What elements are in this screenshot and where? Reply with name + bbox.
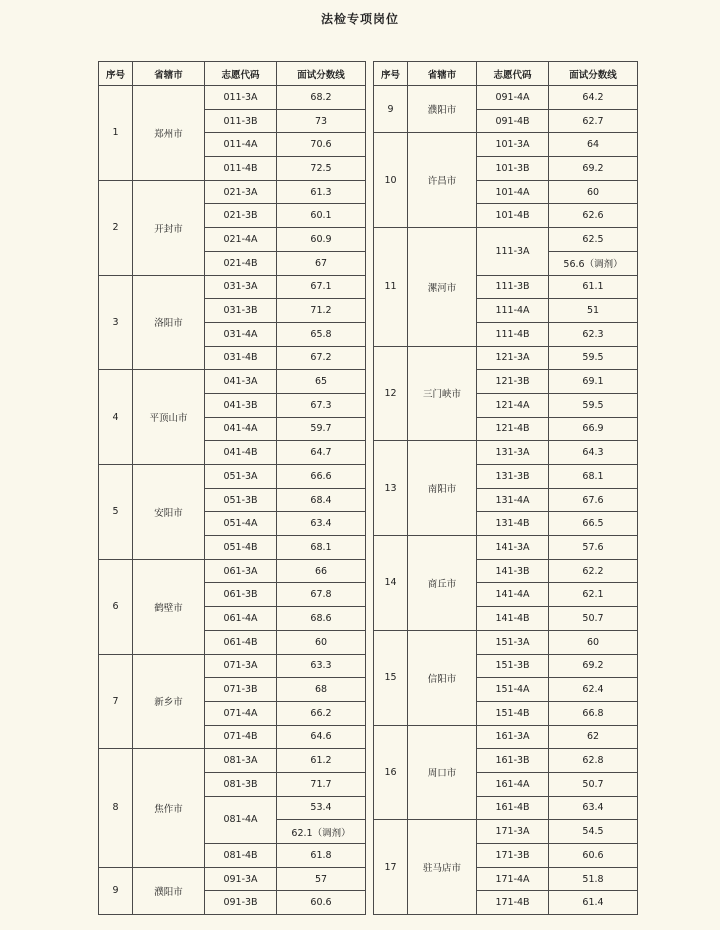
row-index: 14 xyxy=(374,536,408,631)
volunteer-code: 111-4A xyxy=(477,299,549,323)
header-city: 省辖市 xyxy=(133,62,205,86)
row-index: 12 xyxy=(374,346,408,441)
volunteer-code: 061-4A xyxy=(205,607,277,631)
volunteer-code: 141-4A xyxy=(477,583,549,607)
volunteer-code: 111-3B xyxy=(477,275,549,299)
row-index: 16 xyxy=(374,725,408,820)
city-name: 商丘市 xyxy=(408,536,477,631)
volunteer-code: 061-3B xyxy=(205,583,277,607)
volunteer-code: 101-4B xyxy=(477,204,549,228)
interview-score: 66.5 xyxy=(549,512,638,536)
volunteer-code: 151-3B xyxy=(477,654,549,678)
volunteer-code: 131-3B xyxy=(477,465,549,489)
interview-score: 61.8 xyxy=(277,844,366,868)
interview-score: 65.8 xyxy=(277,322,366,346)
volunteer-code: 041-3A xyxy=(205,370,277,394)
interview-score: 67.1 xyxy=(277,275,366,299)
interview-score: 59.7 xyxy=(277,417,366,441)
volunteer-code: 161-3A xyxy=(477,725,549,749)
header-row xyxy=(99,62,366,86)
row-index: 9 xyxy=(99,867,133,914)
table-row xyxy=(99,86,366,110)
volunteer-code: 071-4A xyxy=(205,701,277,725)
volunteer-code: 051-3B xyxy=(205,488,277,512)
header-score: 面试分数线 xyxy=(549,62,638,86)
table-row xyxy=(99,465,366,489)
volunteer-code: 141-3B xyxy=(477,559,549,583)
interview-score: 50.7 xyxy=(549,772,638,796)
city-name: 郑州市 xyxy=(133,86,205,181)
table-row xyxy=(374,228,638,252)
table-row xyxy=(99,559,366,583)
interview-score: 61.4 xyxy=(549,891,638,915)
city-name: 濮阳市 xyxy=(133,867,205,914)
volunteer-code: 091-3A xyxy=(205,867,277,891)
city-name: 周口市 xyxy=(408,725,477,820)
interview-score: 62.2 xyxy=(549,559,638,583)
table-row xyxy=(374,441,638,465)
volunteer-code: 021-4A xyxy=(205,228,277,252)
header-code: 志愿代码 xyxy=(205,62,277,86)
table-row xyxy=(99,654,366,678)
interview-score: 73 xyxy=(277,109,366,133)
interview-score: 62.6 xyxy=(549,204,638,228)
city-name: 三门峡市 xyxy=(408,346,477,441)
volunteer-code: 081-3B xyxy=(205,772,277,796)
row-index: 6 xyxy=(99,559,133,654)
city-name: 驻马店市 xyxy=(408,820,477,915)
interview-score: 64.3 xyxy=(549,441,638,465)
interview-score: 72.5 xyxy=(277,157,366,181)
header-city: 省辖市 xyxy=(408,62,477,86)
volunteer-code: 121-3B xyxy=(477,370,549,394)
interview-score: 66 xyxy=(277,559,366,583)
interview-score: 60 xyxy=(549,630,638,654)
interview-score: 64 xyxy=(549,133,638,157)
row-index: 9 xyxy=(374,86,408,133)
page-title: 法检专项岗位 xyxy=(320,12,399,26)
interview-score: 68.1 xyxy=(277,536,366,560)
volunteer-code: 071-3B xyxy=(205,678,277,702)
interview-score: 70.6 xyxy=(277,133,366,157)
interview-score: 60 xyxy=(549,180,638,204)
city-name: 安阳市 xyxy=(133,465,205,560)
volunteer-code: 141-3A xyxy=(477,536,549,560)
volunteer-code: 081-4B xyxy=(205,844,277,868)
row-index: 11 xyxy=(374,228,408,346)
volunteer-code: 091-4A xyxy=(477,86,549,110)
volunteer-code: 121-4B xyxy=(477,417,549,441)
volunteer-code: 091-3B xyxy=(205,891,277,915)
header-code: 志愿代码 xyxy=(477,62,549,86)
table-row xyxy=(374,536,638,560)
interview-score: 63.4 xyxy=(277,512,366,536)
row-index: 15 xyxy=(374,630,408,725)
table-row xyxy=(374,820,638,844)
row-index: 13 xyxy=(374,441,408,536)
table-row xyxy=(374,630,638,654)
interview-score: 50.7 xyxy=(549,607,638,631)
volunteer-code: 161-3B xyxy=(477,749,549,773)
table-row xyxy=(374,86,638,110)
table-row xyxy=(374,346,638,370)
interview-score: 64.7 xyxy=(277,441,366,465)
interview-score: 68.1 xyxy=(549,465,638,489)
interview-score: 59.5 xyxy=(549,346,638,370)
row-index: 10 xyxy=(374,133,408,228)
interview-score: 68 xyxy=(277,678,366,702)
row-index: 1 xyxy=(99,86,133,181)
interview-score: 51 xyxy=(549,299,638,323)
interview-score: 67.3 xyxy=(277,393,366,417)
volunteer-code: 171-4B xyxy=(477,891,549,915)
interview-score: 66.9 xyxy=(549,417,638,441)
volunteer-code: 121-3A xyxy=(477,346,549,370)
interview-score: 63.3 xyxy=(277,654,366,678)
interview-score: 67.8 xyxy=(277,583,366,607)
row-index: 2 xyxy=(99,180,133,275)
volunteer-code: 141-4B xyxy=(477,607,549,631)
interview-score: 61.3 xyxy=(277,180,366,204)
header-index: 序号 xyxy=(99,62,133,86)
table-row xyxy=(99,749,366,773)
row-index: 17 xyxy=(374,820,408,915)
city-name: 新乡市 xyxy=(133,654,205,749)
city-name: 漯河市 xyxy=(408,228,477,346)
volunteer-code: 041-4B xyxy=(205,441,277,465)
city-name: 焦作市 xyxy=(133,749,205,867)
volunteer-code: 021-4B xyxy=(205,251,277,275)
header-row xyxy=(374,62,638,86)
interview-score: 69.1 xyxy=(549,370,638,394)
table-row xyxy=(374,725,638,749)
volunteer-code: 151-4A xyxy=(477,678,549,702)
volunteer-code: 131-3A xyxy=(477,441,549,465)
volunteer-code: 041-3B xyxy=(205,393,277,417)
row-index: 3 xyxy=(99,275,133,370)
interview-score: 71.2 xyxy=(277,299,366,323)
volunteer-code: 031-4B xyxy=(205,346,277,370)
table-row xyxy=(99,275,366,299)
header-index: 序号 xyxy=(374,62,408,86)
interview-score: 62.5 xyxy=(549,228,638,252)
interview-score: 57.6 xyxy=(549,536,638,560)
interview-score: 63.4 xyxy=(549,796,638,820)
interview-score: 60.9 xyxy=(277,228,366,252)
volunteer-code: 111-4B xyxy=(477,322,549,346)
table-row xyxy=(99,370,366,394)
header-score: 面试分数线 xyxy=(277,62,366,86)
volunteer-code: 101-3B xyxy=(477,157,549,181)
score-table-left xyxy=(98,61,366,915)
interview-score: 57 xyxy=(277,867,366,891)
interview-score: 59.5 xyxy=(549,393,638,417)
interview-score: 66.6 xyxy=(277,465,366,489)
volunteer-code: 101-4A xyxy=(477,180,549,204)
interview-score: 64.6 xyxy=(277,725,366,749)
interview-score: 60 xyxy=(277,630,366,654)
interview-score: 60.6 xyxy=(277,891,366,915)
interview-score: 51.8 xyxy=(549,867,638,891)
table-row xyxy=(374,133,638,157)
city-name: 信阳市 xyxy=(408,630,477,725)
city-name: 洛阳市 xyxy=(133,275,205,370)
row-index: 4 xyxy=(99,370,133,465)
interview-score: 66.8 xyxy=(549,701,638,725)
interview-score: 71.7 xyxy=(277,772,366,796)
city-name: 南阳市 xyxy=(408,441,477,536)
volunteer-code: 081-4A xyxy=(205,796,277,843)
volunteer-code: 171-3B xyxy=(477,844,549,868)
volunteer-code: 171-4A xyxy=(477,867,549,891)
row-index: 7 xyxy=(99,654,133,749)
interview-score: 66.2 xyxy=(277,701,366,725)
interview-score: 69.2 xyxy=(549,157,638,181)
interview-score: 67.6 xyxy=(549,488,638,512)
interview-score: 56.6（调剂） xyxy=(549,251,638,275)
volunteer-code: 031-4A xyxy=(205,322,277,346)
city-name: 开封市 xyxy=(133,180,205,275)
volunteer-code: 011-3A xyxy=(205,86,277,110)
interview-score: 60.1 xyxy=(277,204,366,228)
volunteer-code: 101-3A xyxy=(477,133,549,157)
interview-score: 62.3 xyxy=(549,322,638,346)
city-name: 鹤壁市 xyxy=(133,559,205,654)
interview-score: 69.2 xyxy=(549,654,638,678)
volunteer-code: 151-3A xyxy=(477,630,549,654)
row-index: 8 xyxy=(99,749,133,867)
interview-score: 61.2 xyxy=(277,749,366,773)
volunteer-code: 091-4B xyxy=(477,109,549,133)
volunteer-code: 051-4A xyxy=(205,512,277,536)
interview-score: 62.8 xyxy=(549,749,638,773)
interview-score: 68.2 xyxy=(277,86,366,110)
volunteer-code: 131-4B xyxy=(477,512,549,536)
volunteer-code: 151-4B xyxy=(477,701,549,725)
interview-score: 62.1（调剂） xyxy=(277,820,366,844)
city-name: 平顶山市 xyxy=(133,370,205,465)
volunteer-code: 051-3A xyxy=(205,465,277,489)
volunteer-code: 021-3B xyxy=(205,204,277,228)
interview-score: 64.2 xyxy=(549,86,638,110)
interview-score: 62 xyxy=(549,725,638,749)
interview-score: 62.7 xyxy=(549,109,638,133)
score-table-right xyxy=(373,61,638,915)
volunteer-code: 041-4A xyxy=(205,417,277,441)
volunteer-code: 131-4A xyxy=(477,488,549,512)
volunteer-code: 161-4B xyxy=(477,796,549,820)
volunteer-code: 011-4B xyxy=(205,157,277,181)
table-row xyxy=(99,867,366,891)
table-row xyxy=(99,180,366,204)
interview-score: 68.6 xyxy=(277,607,366,631)
volunteer-code: 111-3A xyxy=(477,228,549,275)
volunteer-code: 021-3A xyxy=(205,180,277,204)
volunteer-code: 061-3A xyxy=(205,559,277,583)
interview-score: 62.1 xyxy=(549,583,638,607)
interview-score: 68.4 xyxy=(277,488,366,512)
interview-score: 60.6 xyxy=(549,844,638,868)
volunteer-code: 011-4A xyxy=(205,133,277,157)
volunteer-code: 071-4B xyxy=(205,725,277,749)
row-index: 5 xyxy=(99,465,133,560)
volunteer-code: 161-4A xyxy=(477,772,549,796)
volunteer-code: 121-4A xyxy=(477,393,549,417)
interview-score: 67 xyxy=(277,251,366,275)
interview-score: 67.2 xyxy=(277,346,366,370)
volunteer-code: 051-4B xyxy=(205,536,277,560)
interview-score: 53.4 xyxy=(277,796,366,820)
interview-score: 54.5 xyxy=(549,820,638,844)
city-name: 许昌市 xyxy=(408,133,477,228)
volunteer-code: 171-3A xyxy=(477,820,549,844)
city-name: 濮阳市 xyxy=(408,86,477,133)
volunteer-code: 031-3A xyxy=(205,275,277,299)
volunteer-code: 031-3B xyxy=(205,299,277,323)
interview-score: 61.1 xyxy=(549,275,638,299)
volunteer-code: 081-3A xyxy=(205,749,277,773)
volunteer-code: 071-3A xyxy=(205,654,277,678)
interview-score: 65 xyxy=(277,370,366,394)
volunteer-code: 011-3B xyxy=(205,109,277,133)
volunteer-code: 061-4B xyxy=(205,630,277,654)
interview-score: 62.4 xyxy=(549,678,638,702)
